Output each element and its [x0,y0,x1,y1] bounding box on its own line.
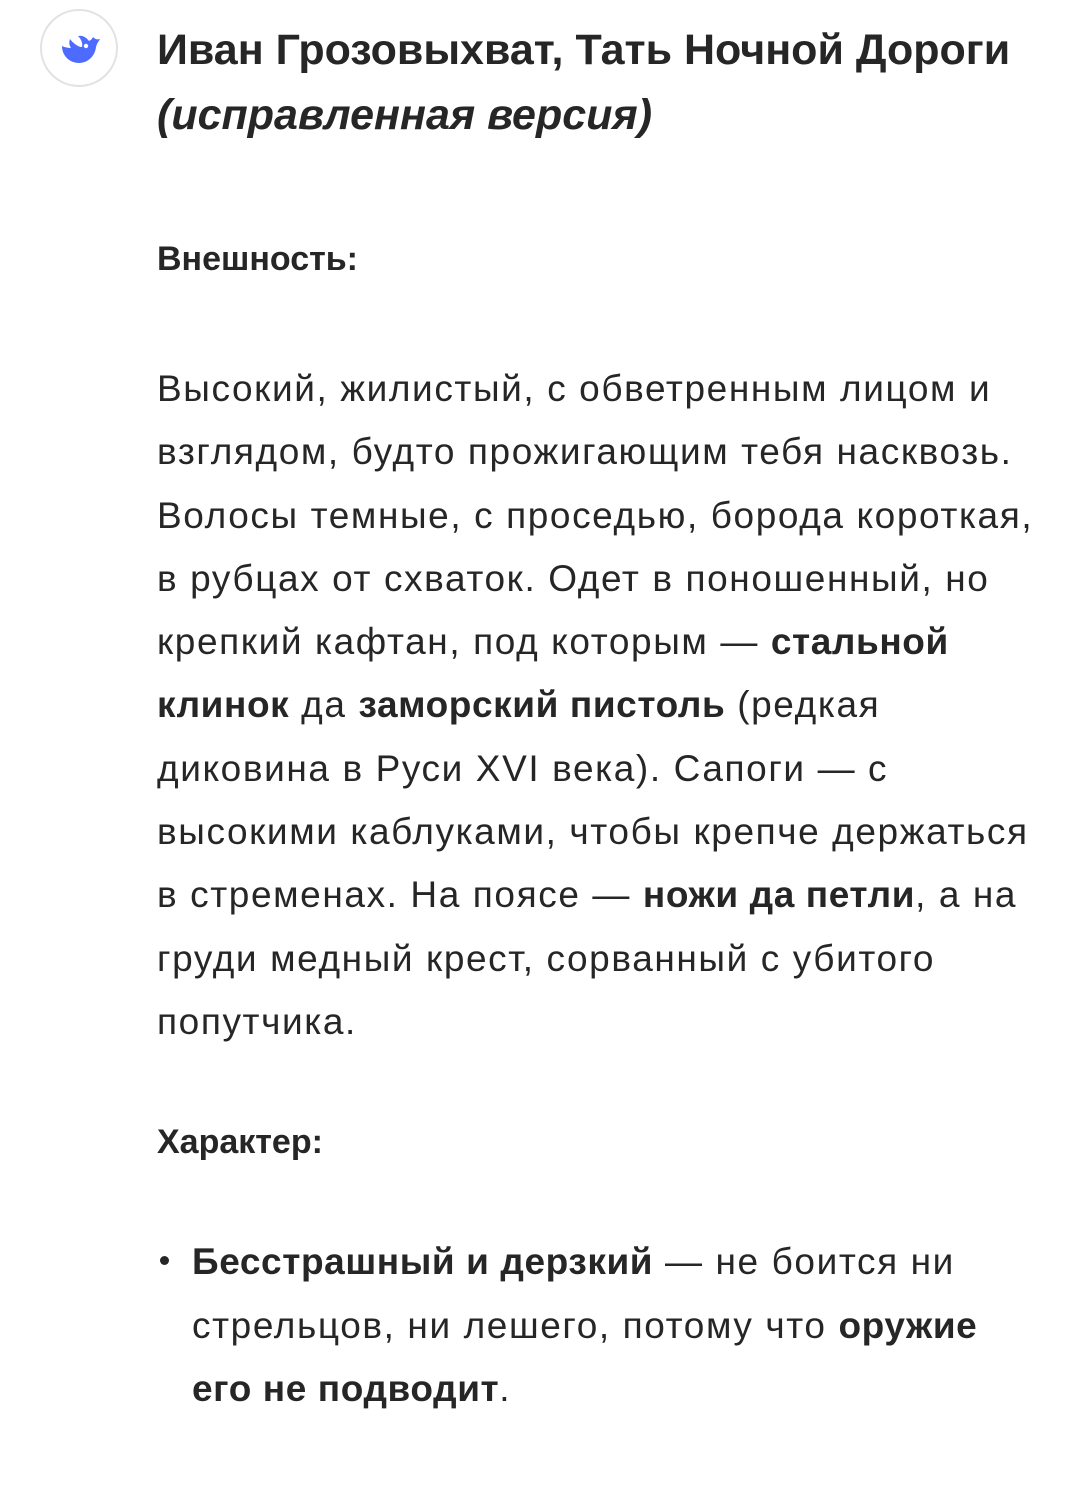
trait-text-2: . [499,1367,512,1409]
character-list [157,1230,1047,1420]
appearance-bold-3: ножи да петли [642,874,916,916]
list-item [157,1230,1047,1420]
trait-bold-2: оружие его не подводит [192,1304,978,1409]
appearance-text-1: Высокий, жилистый, с обветренным лицом и взглядом, будто прожигающим тебя насквозь. Волосы темные, с проседью, борода короткая, в рубцах от схваток. Одет в поношенный, но крепкий кафтан, под которым — [157,368,1034,663]
appearance-paragraph [157,357,1047,1053]
appearance-bold-2: заморский пистоль [358,684,726,726]
trait-name: Бесстрашный и дерзкий [192,1241,654,1283]
assistant-message [157,0,1047,1420]
assistant-avatar [40,9,118,87]
title-main: Иван Грозовыхват, Тать Ночной Дороги [157,26,1011,74]
whale-icon [57,26,101,70]
appearance-text-4: , а на груди медный крест, сорванный с убитого попутчика. [157,874,1018,1042]
character-heading: Характер: [157,1123,323,1162]
appearance-heading: Внешность: [157,240,358,278]
message-title [157,0,1047,148]
appearance-text-3: (редкая диковина в Руси XVI века). Сапоги — с высокими каблуками, чтобы крепче держаться в стременах. На поясе — [157,684,1029,916]
appearance-bold-1: стальной клинок [157,621,949,726]
trait-text-1: — не боится ни стрельцов, ни лешего, потому что [192,1241,955,1346]
appearance-text-2: да [289,684,359,726]
bullet-icon [160,1256,169,1265]
title-note: (исправленная версия) [157,91,653,139]
